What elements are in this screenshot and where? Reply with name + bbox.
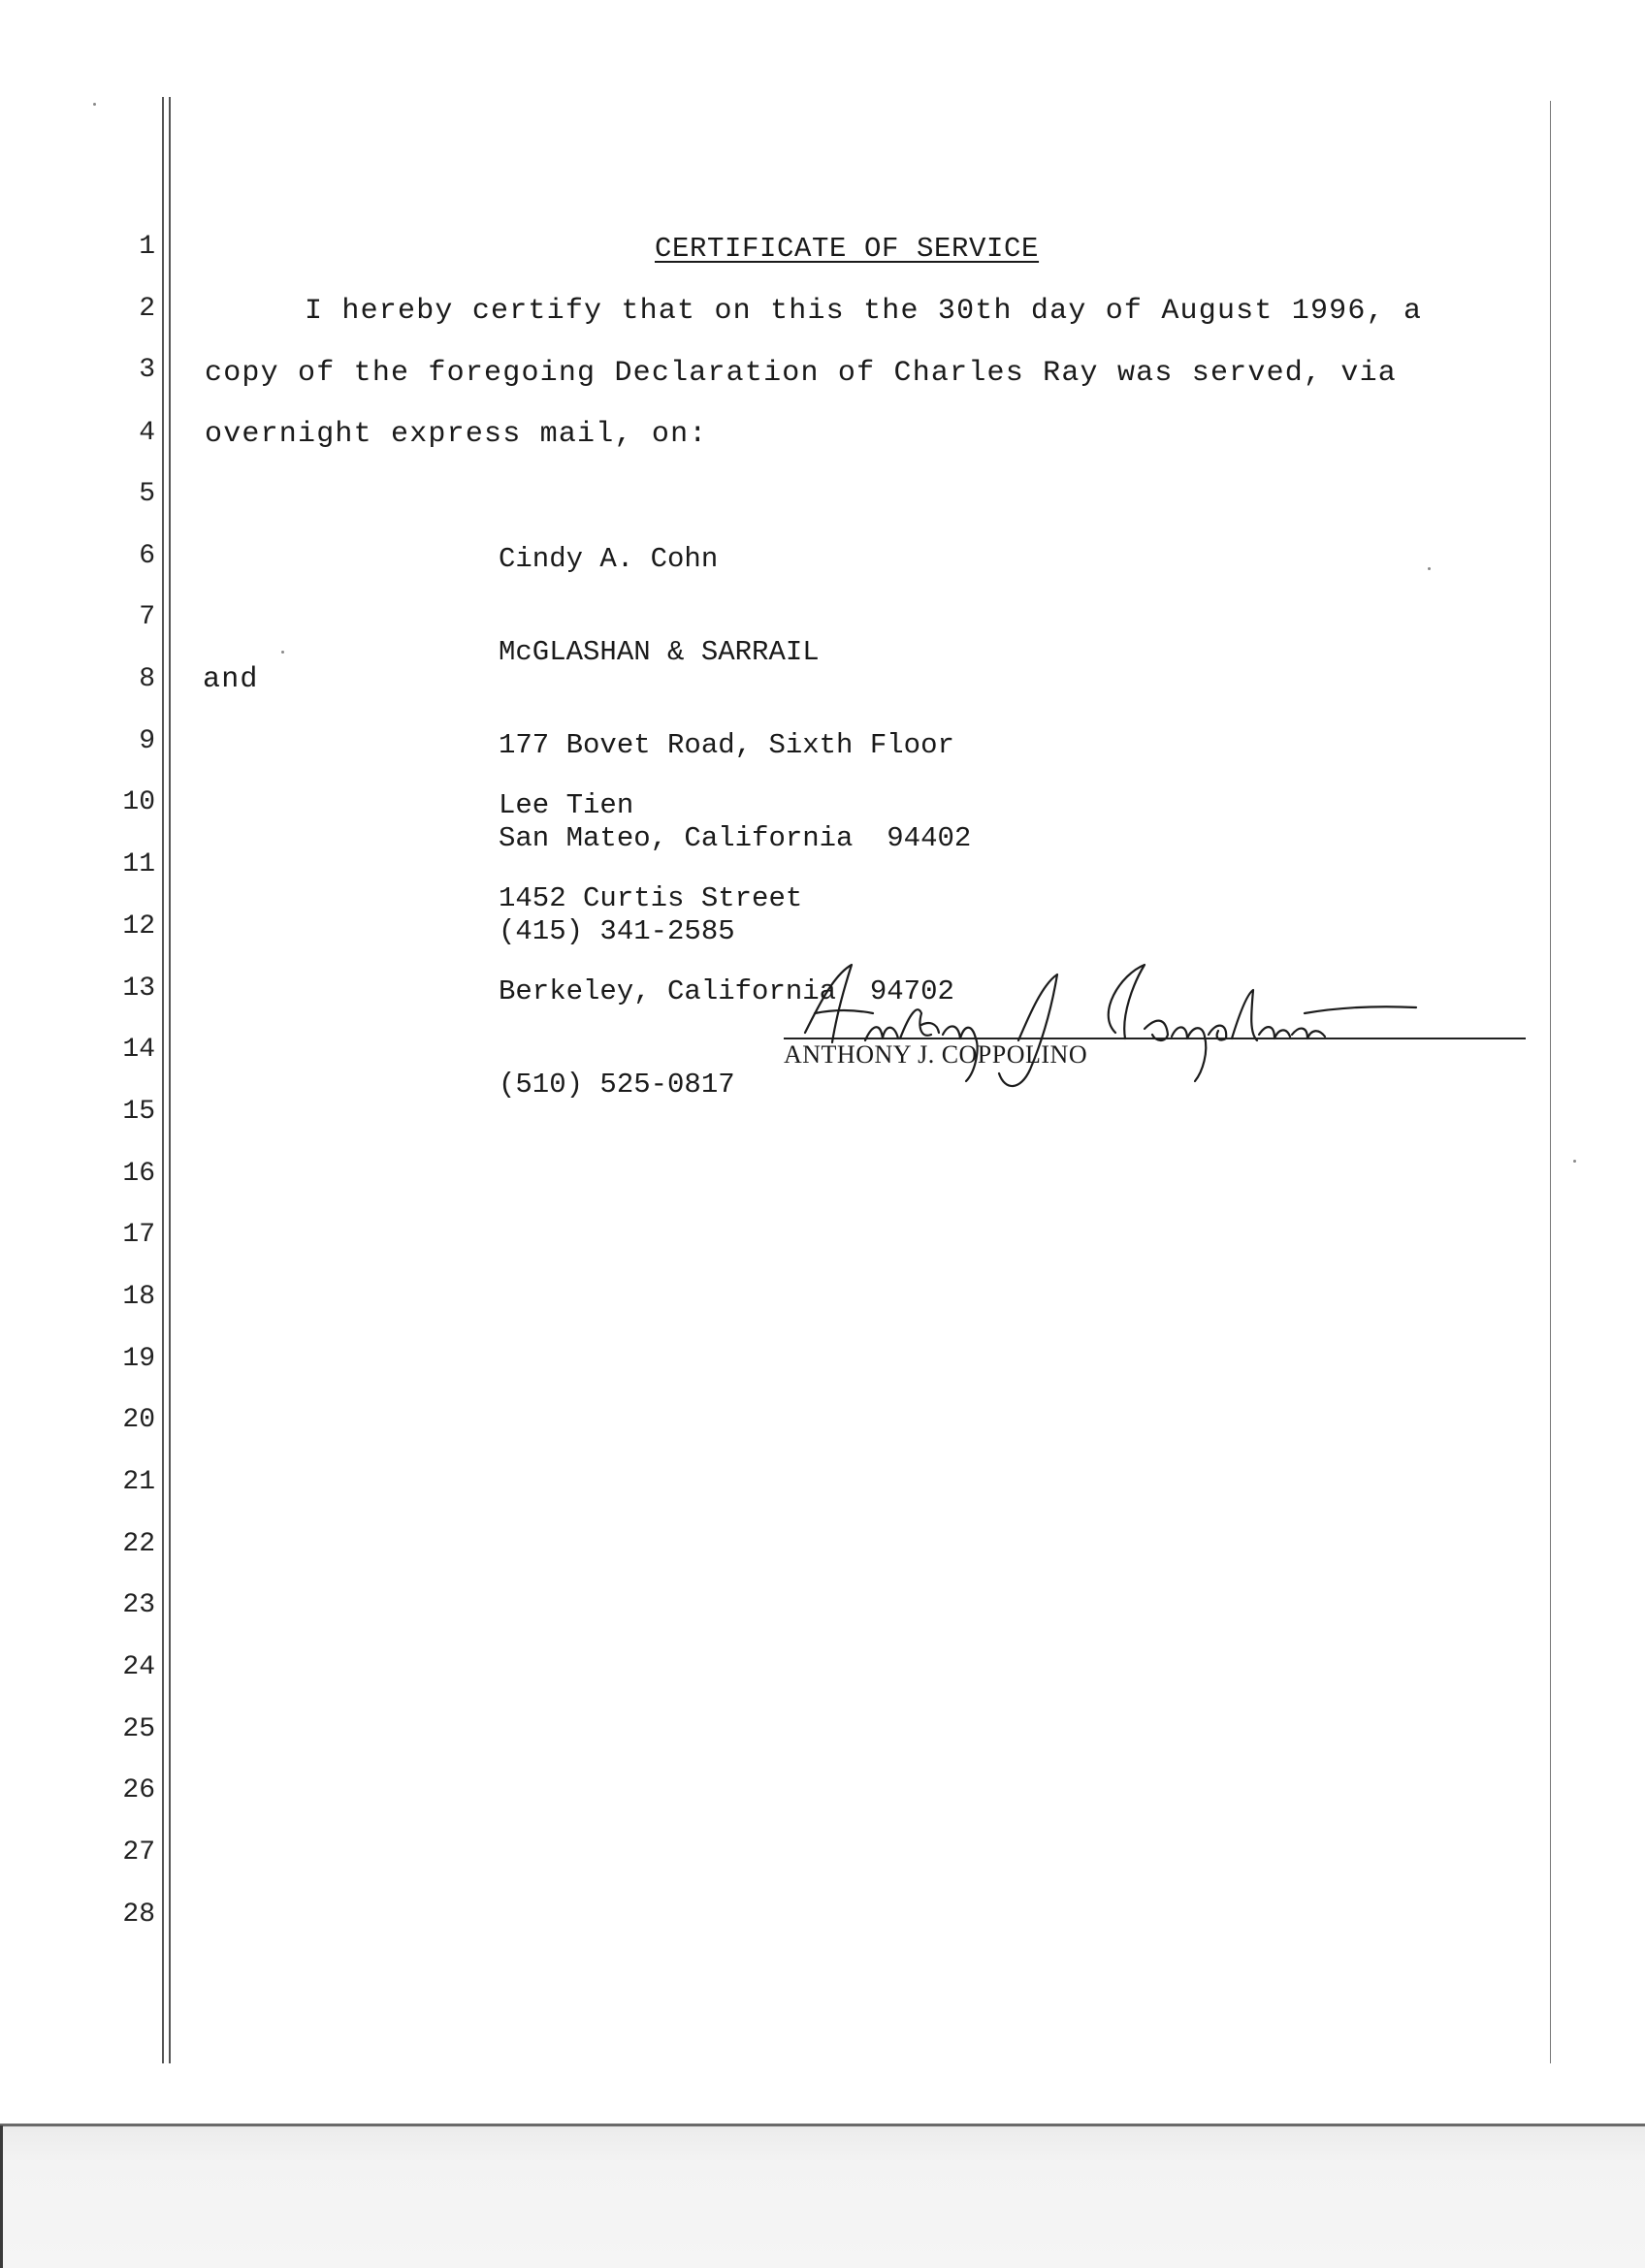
line-number: 19 — [122, 1344, 155, 1374]
line-number: 8 — [139, 664, 155, 694]
recipient-city: Berkeley, California 94702 — [499, 975, 954, 1007]
line-number: 4 — [139, 418, 155, 448]
line-number: 11 — [122, 849, 155, 879]
conjunction-text: and — [203, 663, 259, 696]
recipient-street: 1452 Curtis Street — [499, 882, 803, 914]
recipient-city: San Mateo, California 94402 — [499, 822, 972, 854]
line-number: 22 — [122, 1529, 155, 1559]
line-number: 16 — [122, 1159, 155, 1189]
handwritten-signature — [776, 945, 1435, 1101]
line-number: 3 — [139, 355, 155, 385]
line-number: 24 — [122, 1652, 155, 1682]
line-number: 17 — [122, 1220, 155, 1250]
line-number: 7 — [139, 602, 155, 632]
scanner-bed-margin — [0, 2124, 1645, 2268]
line-number: 28 — [122, 1900, 155, 1930]
line-number: 27 — [122, 1837, 155, 1868]
line-number: 13 — [122, 974, 155, 1004]
recipient-street: 177 Bovet Road, Sixth Floor — [499, 729, 954, 761]
scanner-page-edge — [0, 2124, 1645, 2126]
left-margin-rule-inner — [169, 97, 171, 2063]
line-number: 10 — [122, 787, 155, 817]
line-number: 15 — [122, 1097, 155, 1127]
line-number: 12 — [122, 911, 155, 942]
recipient-phone: (510) 525-0817 — [499, 1069, 735, 1101]
line-number: 20 — [122, 1405, 155, 1435]
line-number: 23 — [122, 1590, 155, 1620]
line-number: 1 — [139, 232, 155, 262]
left-margin-rule — [162, 97, 164, 2063]
recipient-phone: (415) 341-2585 — [499, 915, 735, 947]
scan-speck — [1573, 1160, 1576, 1163]
recipient-name: Lee Tien — [499, 789, 634, 821]
scan-speck — [1428, 567, 1431, 570]
certification-line-3: overnight express mail, on: — [205, 418, 708, 451]
scan-speck — [281, 651, 284, 654]
certification-line-1: I hereby certify that on this the 30th day of August 1996, a — [305, 295, 1423, 328]
line-number: 6 — [139, 541, 155, 571]
line-number: 21 — [122, 1467, 155, 1497]
recipient-name: Cindy A. Cohn — [499, 543, 719, 575]
signatory-printed-name: ANTHONY J. COPPOLINO — [784, 1040, 1088, 1069]
scanner-page-edge — [0, 2125, 3, 2268]
recipient-firm: McGLASHAN & SARRAIL — [499, 636, 820, 668]
line-number: 2 — [139, 294, 155, 324]
line-number: 26 — [122, 1775, 155, 1805]
scan-speck — [93, 103, 96, 106]
line-number: 14 — [122, 1035, 155, 1065]
right-margin-rule — [1550, 101, 1551, 2063]
line-number: 18 — [122, 1282, 155, 1312]
document-title: CERTIFICATE OF SERVICE — [655, 233, 1040, 265]
line-number: 5 — [139, 479, 155, 509]
line-number: 9 — [139, 726, 155, 756]
line-number: 25 — [122, 1714, 155, 1744]
certification-line-2: copy of the foregoing Declaration of Charles Ray was served, via — [205, 357, 1397, 390]
